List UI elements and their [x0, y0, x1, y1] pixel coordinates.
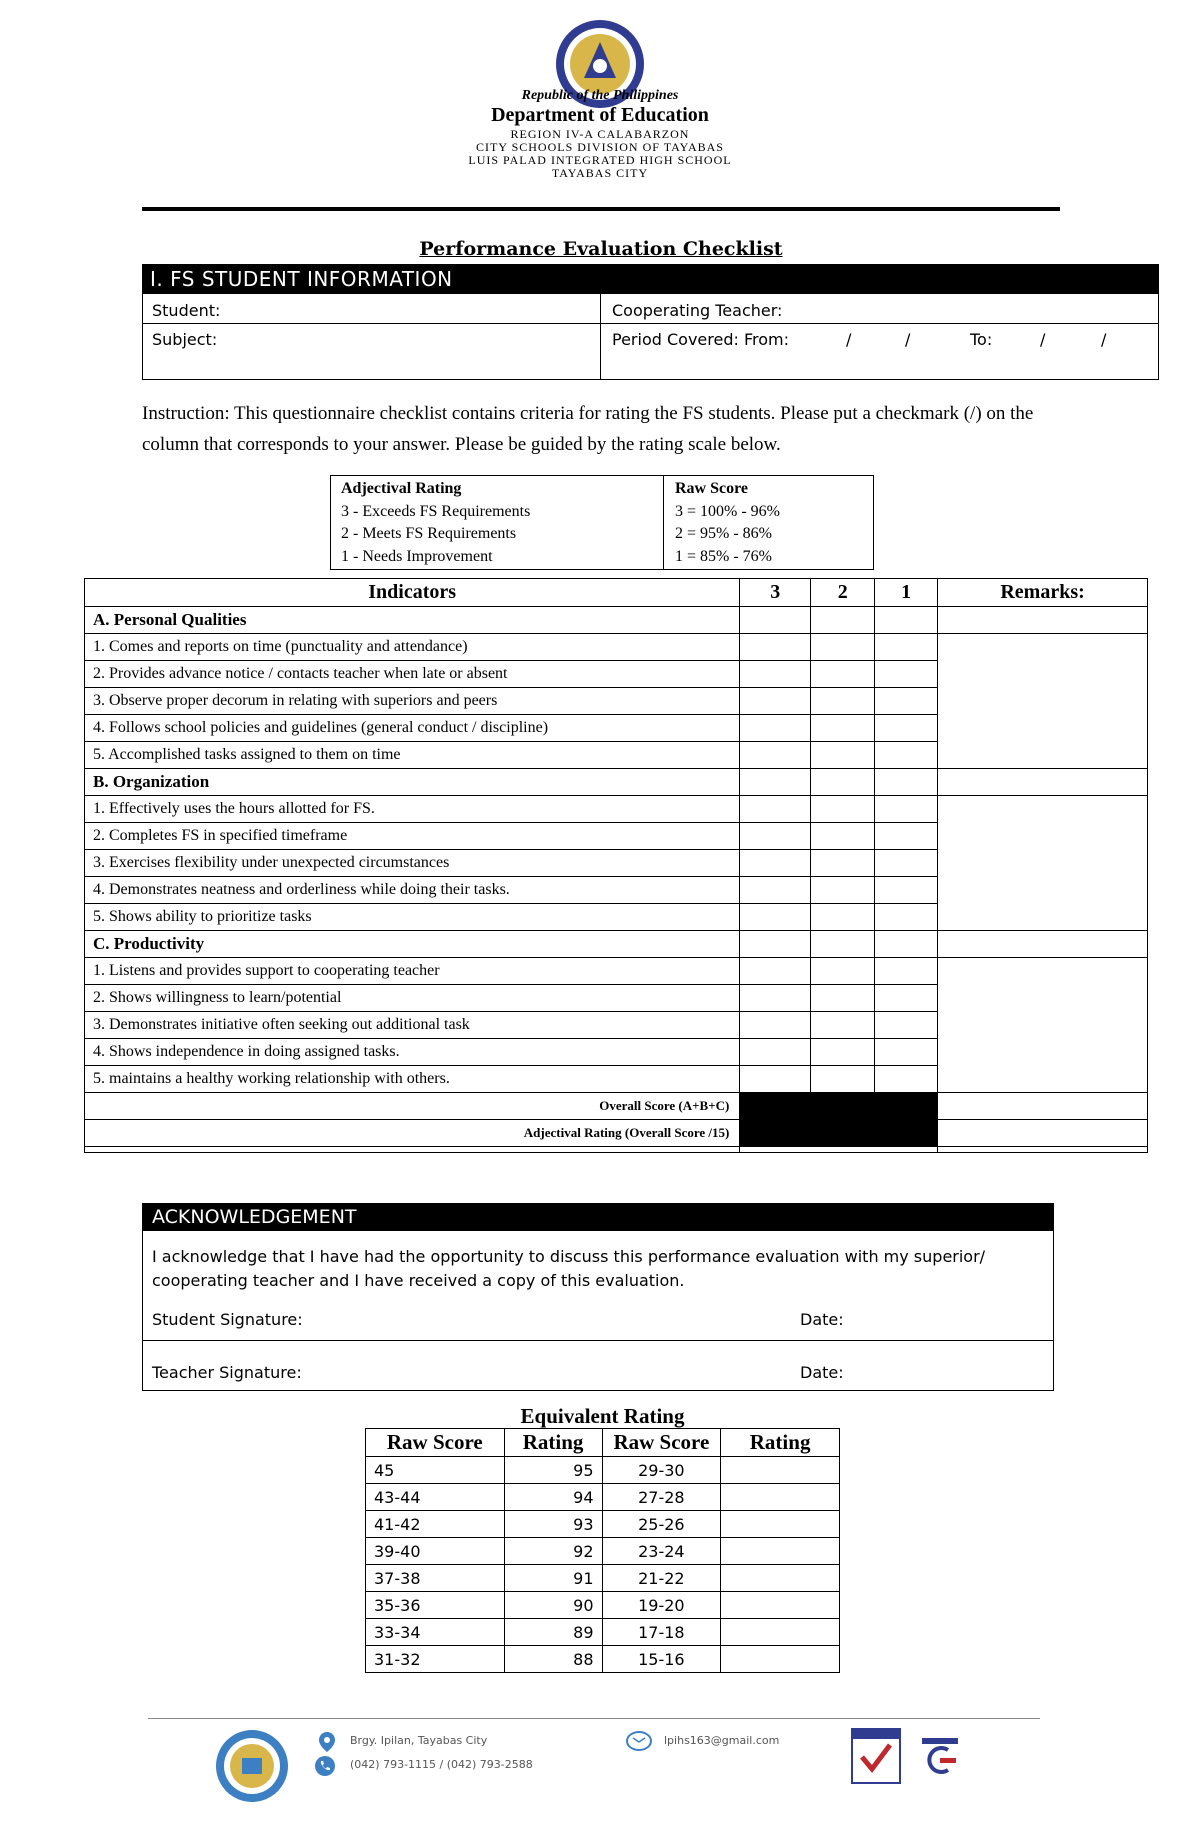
check-cell-1[interactable]: [875, 877, 938, 904]
spacer-row: [85, 1147, 1148, 1153]
indicator-text: 5. Shows ability to prioritize tasks: [85, 904, 740, 931]
indicator-text: 5. maintains a healthy working relationship with others.: [85, 1066, 740, 1093]
instruction-text: Instruction: This questionnaire checklist contains criteria for rating the FS students. Please put a checkmark (/) on the column that corresponds to your answer. Please be guided by the rating scale below.: [142, 403, 1034, 455]
student-date-label[interactable]: Date:: [800, 1310, 844, 1329]
check-cell-2[interactable]: [811, 769, 875, 796]
republic-line: Republic of the Philippines: [521, 88, 679, 103]
rating-scale-table: [330, 475, 874, 570]
check-cell-1[interactable]: [875, 796, 938, 823]
check-cell-2[interactable]: [811, 634, 875, 661]
region-line: REGION IV-A CALABARZON: [510, 127, 690, 141]
check-cell-1[interactable]: [875, 769, 938, 796]
check-cell-2[interactable]: [811, 823, 875, 850]
check-cell-1[interactable]: [875, 688, 938, 715]
rating-cell: 94: [504, 1484, 602, 1511]
date-slash: /: [1040, 330, 1046, 349]
check-cell-1[interactable]: [875, 607, 938, 634]
teacher-signature-label[interactable]: Teacher Signature:: [152, 1363, 302, 1382]
footer-rule: [148, 1718, 1040, 1719]
check-cell-1[interactable]: [875, 1012, 938, 1039]
score-1-header: 1: [875, 579, 938, 607]
check-cell-3[interactable]: [740, 1039, 811, 1066]
cooperating-teacher-label: Cooperating Teacher:: [612, 301, 783, 320]
student-label: Student:: [152, 301, 221, 320]
spacer-cell: [740, 1147, 938, 1153]
adjectival-item: 1 - Needs Improvement: [341, 547, 493, 565]
section-title: A. Personal Qualities: [85, 607, 740, 634]
check-cell-1[interactable]: [875, 850, 938, 877]
remarks-header: Remarks:: [938, 579, 1148, 607]
raw-score-cell: 33-34: [366, 1619, 505, 1646]
remarks-cell[interactable]: [938, 634, 1148, 769]
check-cell-3[interactable]: [740, 715, 811, 742]
city-line: TAYABAS CITY: [551, 166, 649, 180]
iso-certification-icon: [918, 1734, 962, 1778]
spacer-cell: [938, 1147, 1148, 1153]
rating-header: Rating: [721, 1429, 840, 1457]
indicator-text: 4. Follows school policies and guidelines (general conduct / discipline): [85, 715, 740, 742]
rating-cell: [721, 1646, 840, 1673]
check-cell-3[interactable]: [740, 742, 811, 769]
indicator-text: 1. Listens and provides support to cooperating teacher: [85, 958, 740, 985]
raw-score-cell: 35-36: [366, 1592, 505, 1619]
rating-cell: [721, 1565, 840, 1592]
phone-icon: [314, 1755, 336, 1777]
school-seal-logo: [214, 1728, 290, 1804]
department-line: Department of Education: [491, 104, 709, 126]
rating-cell: [721, 1484, 840, 1511]
check-cell-1[interactable]: [875, 634, 938, 661]
check-cell-2[interactable]: [811, 661, 875, 688]
period-covered-label: Period Covered: From:: [612, 330, 789, 349]
footer-address: Brgy. Ipilan, Tayabas City: [350, 1734, 488, 1747]
rating-cell: 88: [504, 1646, 602, 1673]
raw-score-cell: 37-38: [366, 1565, 505, 1592]
raw-score-cell: 23-24: [602, 1538, 721, 1565]
check-cell-3[interactable]: [740, 1012, 811, 1039]
indicator-text: 4. Demonstrates neatness and orderliness while doing their tasks.: [85, 877, 740, 904]
table-row: [366, 1565, 840, 1592]
score-2-header: 2: [811, 579, 875, 607]
remarks-cell[interactable]: [938, 1093, 1148, 1120]
overall-score-cell[interactable]: [740, 1093, 938, 1120]
check-cell-2[interactable]: [811, 877, 875, 904]
raw-score-cell: 43-44: [366, 1484, 505, 1511]
date-slash: /: [1101, 330, 1107, 349]
check-cell-1[interactable]: [875, 823, 938, 850]
indicator-text: 2. Shows willingness to learn/potential: [85, 985, 740, 1012]
indicator-text: 5. Accomplished tasks assigned to them on time: [85, 742, 740, 769]
check-cell-2[interactable]: [811, 1012, 875, 1039]
raw-score-cell: 29-30: [602, 1457, 721, 1484]
certification-badge-icon: [850, 1727, 902, 1785]
check-cell-1[interactable]: [875, 1066, 938, 1093]
check-cell-2[interactable]: [811, 931, 875, 958]
table-row: [366, 1619, 840, 1646]
raw-score-header: Raw Score: [675, 480, 749, 497]
raw-score-item: 3 = 100% - 96%: [675, 502, 781, 520]
location-pin-icon: [318, 1731, 336, 1753]
rating-cell: 89: [504, 1619, 602, 1646]
section-title: B. Organization: [85, 769, 740, 796]
raw-score-cell: 25-26: [602, 1511, 721, 1538]
raw-score-header: Raw Score: [366, 1429, 505, 1457]
acknowledgement-divider: [142, 1340, 1054, 1341]
rating-cell: 95: [504, 1457, 602, 1484]
indicators-header: Indicators: [85, 579, 740, 607]
check-cell-1[interactable]: [875, 985, 938, 1012]
check-cell-2[interactable]: [811, 688, 875, 715]
indicator-text: 1. Effectively uses the hours allotted for FS.: [85, 796, 740, 823]
check-cell-3[interactable]: [740, 958, 811, 985]
check-cell-2[interactable]: [811, 850, 875, 877]
adjectival-overall-label: Adjectival Rating (Overall Score /15): [85, 1120, 740, 1147]
adjectival-overall-cell[interactable]: [740, 1120, 938, 1147]
table-row: [366, 1511, 840, 1538]
remarks-cell[interactable]: [938, 769, 1148, 796]
acknowledgement-text-line1: I acknowledge that I have had the opportunity to discuss this performance evaluation with my superior/: [152, 1247, 986, 1266]
check-cell-3[interactable]: [740, 877, 811, 904]
footer-email: lpihs163@gmail.com: [664, 1734, 780, 1747]
indicator-text: 2. Completes FS in specified timeframe: [85, 823, 740, 850]
raw-score-cell: 27-28: [602, 1484, 721, 1511]
check-cell-3[interactable]: [740, 607, 811, 634]
check-cell-2[interactable]: [811, 1066, 875, 1093]
raw-score-cell: 39-40: [366, 1538, 505, 1565]
spacer-cell: [85, 1147, 740, 1153]
table-row: [366, 1646, 840, 1673]
raw-score-cell: 19-20: [602, 1592, 721, 1619]
indicator-text: 1. Comes and reports on time (punctuality and attendance): [85, 634, 740, 661]
adjectival-item: 2 - Meets FS Requirements: [341, 525, 517, 542]
scale-divider: [663, 476, 664, 569]
remarks-cell[interactable]: [938, 607, 1148, 634]
overall-score-label: Overall Score (A+B+C): [85, 1093, 740, 1120]
equivalent-rating-table: [365, 1428, 840, 1673]
check-cell-1[interactable]: [875, 1039, 938, 1066]
acknowledgement-text-line2: cooperating teacher and I have received a copy of this evaluation.: [152, 1271, 685, 1290]
remarks-cell[interactable]: [938, 931, 1148, 958]
table-row: [366, 1538, 840, 1565]
check-cell-1[interactable]: [875, 958, 938, 985]
school-line: LUIS PALAD INTEGRATED HIGH SCHOOL: [468, 153, 732, 167]
table-row: [366, 1457, 840, 1484]
raw-score-item: 2 = 95% - 86%: [675, 525, 773, 542]
indicators-table: [84, 578, 1148, 1153]
remarks-cell[interactable]: [938, 1120, 1148, 1147]
check-cell-3[interactable]: [740, 769, 811, 796]
rating-cell: [721, 1457, 840, 1484]
raw-score-cell: 15-16: [602, 1646, 721, 1673]
check-cell-2[interactable]: [811, 607, 875, 634]
check-cell-1[interactable]: [875, 715, 938, 742]
check-cell-3[interactable]: [740, 985, 811, 1012]
equivalent-rating-title: Equivalent Rating: [520, 1404, 685, 1428]
check-cell-2[interactable]: [811, 985, 875, 1012]
rating-cell: 90: [504, 1592, 602, 1619]
indicator-text: 3. Demonstrates initiative often seeking out additional task: [85, 1012, 740, 1039]
table-row: [366, 1592, 840, 1619]
to-label: To:: [970, 330, 993, 349]
indicator-text: 3. Exercises flexibility under unexpected circumstances: [85, 850, 740, 877]
section-row: [85, 607, 1148, 634]
indicator-text: 3. Observe proper decorum in relating with superiors and peers: [85, 688, 740, 715]
adjectival-overall-row: [85, 1120, 1148, 1147]
rating-cell: [721, 1619, 840, 1646]
raw-score-cell: 45: [366, 1457, 505, 1484]
check-cell-3[interactable]: [740, 823, 811, 850]
table-row: [366, 1484, 840, 1511]
section-row: [85, 769, 1148, 796]
remarks-cell[interactable]: [938, 796, 1148, 931]
check-cell-3[interactable]: [740, 931, 811, 958]
header-rule: [142, 207, 1060, 211]
student-signature-label[interactable]: Student Signature:: [152, 1310, 303, 1329]
check-cell-1[interactable]: [875, 904, 938, 931]
check-cell-3[interactable]: [740, 796, 811, 823]
fs-row-divider: [142, 323, 1159, 324]
fs-info-heading: I. FS STUDENT INFORMATION: [142, 264, 1159, 294]
check-cell-2[interactable]: [811, 742, 875, 769]
indicator-text: 4. Shows independence in doing assigned tasks.: [85, 1039, 740, 1066]
adjectival-rating-header: Adjectival Rating: [341, 480, 462, 497]
date-slash: /: [846, 330, 852, 349]
rating-cell: 92: [504, 1538, 602, 1565]
check-cell-1[interactable]: [875, 931, 938, 958]
check-cell-2[interactable]: [811, 796, 875, 823]
check-cell-3[interactable]: [740, 1066, 811, 1093]
check-cell-1[interactable]: [875, 661, 938, 688]
adjectival-item: 3 - Exceeds FS Requirements: [341, 502, 531, 520]
check-cell-3[interactable]: [740, 904, 811, 931]
check-cell-2[interactable]: [811, 904, 875, 931]
rating-cell: [721, 1538, 840, 1565]
check-cell-3[interactable]: [740, 850, 811, 877]
raw-score-cell: 21-22: [602, 1565, 721, 1592]
check-cell-1[interactable]: [875, 742, 938, 769]
table-row: [85, 634, 1148, 661]
division-line: CITY SCHOOLS DIVISION OF TAYABAS: [476, 140, 724, 154]
check-cell-3[interactable]: [740, 688, 811, 715]
date-slash: /: [905, 330, 911, 349]
rating-cell: [721, 1592, 840, 1619]
check-cell-3[interactable]: [740, 661, 811, 688]
check-cell-2[interactable]: [811, 715, 875, 742]
rating-cell: 91: [504, 1565, 602, 1592]
rating-cell: 93: [504, 1511, 602, 1538]
page-title: Performance Evaluation Checklist: [419, 238, 783, 260]
raw-score-header: Raw Score: [602, 1429, 721, 1457]
check-cell-2[interactable]: [811, 1039, 875, 1066]
raw-score-cell: 17-18: [602, 1619, 721, 1646]
teacher-date-label[interactable]: Date:: [800, 1363, 844, 1382]
check-cell-2[interactable]: [811, 958, 875, 985]
table-row: [85, 796, 1148, 823]
email-icon: [626, 1731, 652, 1751]
overall-score-row: [85, 1093, 1148, 1120]
footer-phone: (042) 793-1115 / (042) 793-2588: [350, 1758, 533, 1771]
subject-label: Subject:: [152, 330, 218, 349]
raw-score-cell: 31-32: [366, 1646, 505, 1673]
fs-col-divider: [600, 294, 601, 380]
table-row: [85, 958, 1148, 985]
section-row: [85, 931, 1148, 958]
raw-score-item: 1 = 85% - 76%: [675, 547, 773, 565]
raw-score-cell: 41-42: [366, 1511, 505, 1538]
acknowledgement-heading: ACKNOWLEDGEMENT: [142, 1203, 1054, 1231]
rating-cell: [721, 1511, 840, 1538]
rating-header: Rating: [504, 1429, 602, 1457]
remarks-cell[interactable]: [938, 958, 1148, 1093]
section-title: C. Productivity: [85, 931, 740, 958]
score-3-header: 3: [740, 579, 811, 607]
check-cell-3[interactable]: [740, 634, 811, 661]
indicator-text: 2. Provides advance notice / contacts teacher when late or absent: [85, 661, 740, 688]
